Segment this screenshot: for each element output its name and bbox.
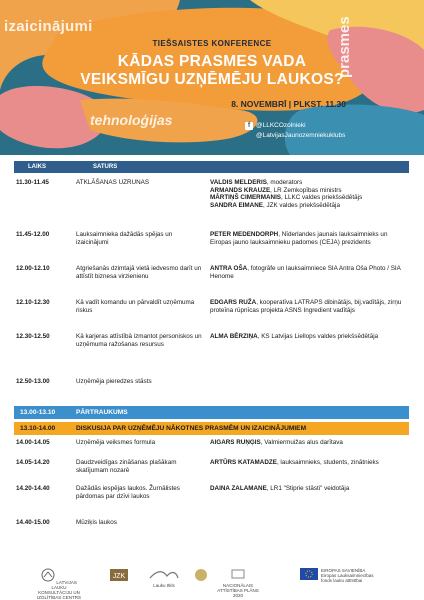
- discussion-row: 13.10-14.00 DISKUSIJA PAR UZŅĒMĒJU NĀKOTNES PRASMĒM UN IZAICINĀJUMIEM: [14, 422, 409, 435]
- speaker-name: PETER MEDENDORPH: [210, 231, 279, 238]
- speaker-role: , kooperatīva LATRAPS dibinātājs, bij.vadītājs, zirņu proteīna rūpnīcas projekta ASNS Ingredient vadītājs: [210, 299, 402, 314]
- row-speakers: [210, 179, 410, 209]
- speaker-name: EDGARS RUŽA: [210, 299, 257, 306]
- speaker-entry: [210, 265, 410, 280]
- speaker-name: ANTRA OŠA: [210, 265, 248, 272]
- agenda-table: [14, 161, 409, 550]
- row-topic: Uzņēmēja pieredzes stāsts: [76, 378, 152, 385]
- row-time: 12.10-12.30: [16, 299, 50, 306]
- row-time: 14.00-14.05: [16, 439, 50, 446]
- break-row: 13.00-13.10 PĀRTRAUKUMS: [14, 406, 409, 419]
- speaker-name: ARTŪRS KATAMADZE: [210, 459, 277, 466]
- row-speakers: [210, 299, 410, 314]
- row-speakers: [210, 333, 410, 341]
- jzk-logo-icon: [109, 568, 129, 582]
- speaker-entry: [210, 179, 410, 187]
- conference-label: TIEŠSAISTES KONFERENCE: [152, 39, 272, 48]
- row-topic: Kā karjeras attīstībā izmantot personiskos un uzņēmuma ražošanas resursus: [76, 333, 202, 348]
- row-time: 14.05-14.20: [16, 459, 50, 466]
- row-time: 12.00-12.10: [16, 265, 50, 272]
- row-time: 12.30-12.50: [16, 333, 50, 340]
- footer-logos: [0, 560, 424, 600]
- row-speakers: [210, 231, 410, 246]
- row-topic: Daudzveidīgas zināšanas plašākam skatījumam nozarē: [76, 459, 177, 474]
- speaker-entry: [210, 299, 410, 314]
- column-header-content: SATURS: [93, 164, 118, 170]
- lauku-tikls-logo-icon: [149, 568, 179, 580]
- speaker-role: , Valmiermuižas alus darītava: [260, 439, 343, 446]
- speaker-name: MĀRTIŅŠ CIMERMANIS: [210, 194, 282, 202]
- row-time: 14.20-14.40: [16, 485, 50, 492]
- speaker-entry: [210, 194, 410, 202]
- eu-flag-icon: [300, 568, 318, 580]
- word-prasmes: prasmes: [336, 16, 353, 78]
- row-time: 14.40-15.00: [16, 519, 50, 526]
- logo-lauku-tikls: Lauku tīkls: [144, 568, 184, 588]
- speaker-role: , KS Latvijas Liellops valdes priekšsēdētāja: [257, 333, 379, 340]
- speaker-name: VALDIS MELDERIS: [210, 179, 267, 186]
- row-speakers: [210, 439, 410, 447]
- speaker-name: DAINA ZALAMANE: [210, 485, 267, 492]
- speaker-entry: [210, 439, 410, 447]
- page-title: KĀDAS PRASMES VADA VEIKSMĪGU UZŅĒMĒJU LAUKOS?: [80, 53, 344, 88]
- eafrd-logo-icon: [194, 568, 208, 582]
- speaker-entry: [210, 231, 410, 246]
- speaker-name: ARMANDS KRAUZE: [210, 186, 271, 194]
- row-speakers: [210, 265, 410, 280]
- speaker-entry: [210, 202, 410, 210]
- row-topic: Dažādās iespējas laukos. Žurnālistes pārdomas par dzīvi laukos: [76, 485, 180, 500]
- speaker-role: , lauksaimnieks, students, zinātnieks: [276, 459, 379, 466]
- speaker-entry: [210, 333, 410, 341]
- column-header-time: LAIKS: [28, 164, 46, 170]
- speaker-role: , LR1 "Stiprie stāsti" veidotāja: [266, 485, 350, 492]
- row-topic: Atgriešanās dzimtajā vietā iedvesmo darīt un attīstīt biznesa virzienienu: [76, 265, 202, 280]
- row-time: 12.50-13.00: [16, 378, 50, 385]
- speaker-entry: [210, 485, 410, 493]
- speaker-role: , moderators: [266, 179, 303, 186]
- facebook-icon: f: [245, 122, 253, 130]
- speaker-name: SANDRA EIMANE: [210, 201, 263, 209]
- speaker-entry: [210, 459, 410, 467]
- agenda-rows-bottom: [14, 435, 409, 550]
- logo-llkc: LATVIJAS LAUKU KONSULTĀCIJU UN IZGLĪTĪBAS CENTRS: [34, 568, 84, 600]
- speaker-role: , LLKC valdes priekšsēdētājs: [281, 194, 363, 202]
- speaker-role: , Nīderlandes jaunais lauksaimnieks un Eiropas jauno lauksaimnieku padomes (CEJA) prezidents: [210, 231, 388, 246]
- speaker-name: AIGARS RUŅĢIS: [210, 439, 261, 446]
- table-header: [14, 161, 409, 173]
- row-time: 11.30-11.45: [16, 179, 49, 186]
- logo-eafrd: [192, 568, 210, 585]
- row-topic: Uzņēmēja veiksmes formula: [76, 439, 156, 446]
- speaker-role: , LR Zemkopības ministrs: [270, 186, 342, 194]
- speaker-role: , fotogrāfe un lauksaimniece SIA Antra Oša Photo / SIA Henome: [210, 265, 401, 280]
- row-topic: ATKLĀŠANAS UZRUNAS: [76, 179, 150, 186]
- logo-jzk: [104, 568, 134, 585]
- llkc-logo-icon: [41, 568, 55, 582]
- logo-nap: NACIONĀLAIS ATTĪSTĪBAS PLĀNS 2020: [216, 568, 260, 598]
- word-tehnologijas: tehnoloģijas: [90, 112, 173, 128]
- nap-logo-icon: [231, 568, 245, 580]
- row-topic: Kā vadīt komandu un pārvaldīt uzņēmuma riskus: [76, 299, 195, 314]
- row-time: 11.45-12.00: [16, 231, 50, 238]
- social-link-jzk[interactable]: @LatvijasJaunozemniekuklubs: [256, 132, 346, 139]
- agenda-rows-top: [14, 173, 409, 406]
- svg-text:JZK: JZK: [112, 573, 126, 580]
- row-speakers: [210, 459, 410, 467]
- word-izaicinajumi: izaicinājumi: [4, 18, 93, 35]
- social-link-llkc[interactable]: @LLKCOzolnieki: [256, 122, 306, 129]
- row-topic: Mūziķis laukos: [76, 519, 117, 526]
- event-date: 8. NOVEMBRĪ | PLKST. 11.30: [231, 99, 346, 109]
- row-speakers: [210, 485, 410, 493]
- header-banner: [0, 0, 424, 155]
- logo-eu: EIROPAS SAVIENĪBA Eiropas Lauksaimniecības fonds lauku attīstībai: [300, 568, 380, 583]
- speaker-name: ALMA BĒRZIŅA: [210, 333, 258, 340]
- speaker-role: , JZK valdes priekšsēdētāja: [262, 201, 340, 209]
- row-topic: Lauksaimnieka dažādās spējas un izaicinājumi: [76, 231, 173, 246]
